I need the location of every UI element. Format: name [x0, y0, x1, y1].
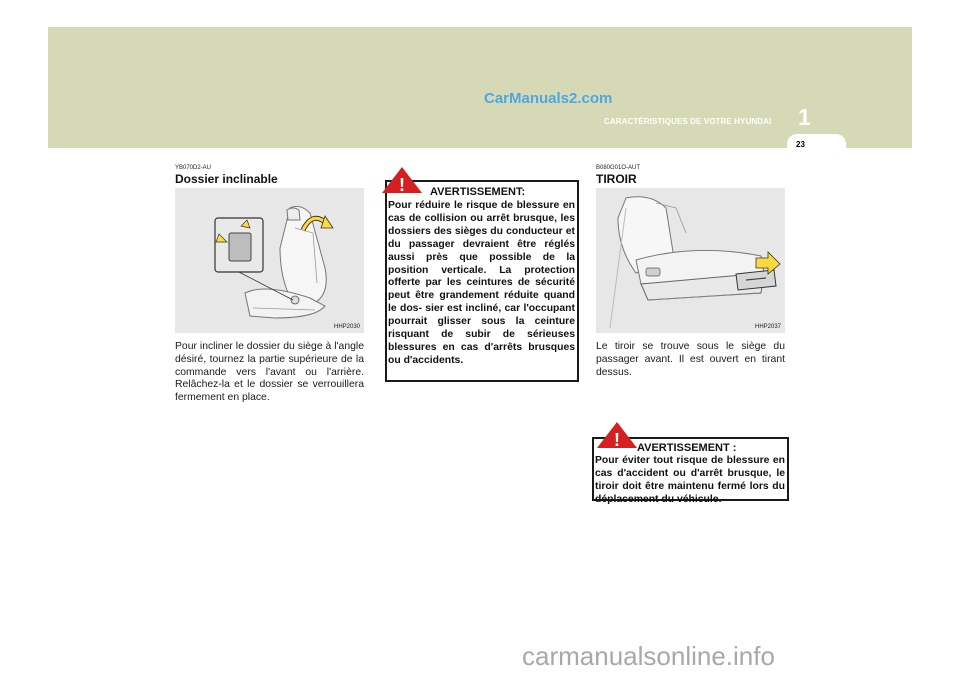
figure-code: HHP2037 [754, 324, 781, 330]
warning-title: AVERTISSEMENT: [430, 186, 526, 198]
warning-text: Pour éviter tout risque de blessure en cas d'accident ou d'arrêt brusque, le tiroir doit être maintenu fermé lors du déplacement du véhicule. [595, 455, 785, 505]
page-number: 23 [796, 140, 805, 149]
chapter-title: CARACTÉRISTIQUES DE VOTRE HYUNDAI [604, 117, 772, 126]
section-code: B080G01O-AUT [596, 165, 641, 171]
drawer-illustration [596, 188, 785, 333]
drawer-body: Le tiroir se trouve sous le siège du passager avant. Il est ouvert en tirant dessus. [596, 341, 785, 378]
site-link[interactable]: CarManuals2.com [484, 90, 613, 107]
section-heading: TIROIR [596, 172, 637, 186]
chapter-number: 1 [798, 104, 811, 130]
footer-watermark[interactable]: carmanualsonline.info [522, 641, 775, 671]
seat-illustration [175, 188, 364, 333]
seatback-figure [175, 188, 364, 333]
svg-text:!: ! [614, 430, 620, 449]
svg-text:!: ! [399, 175, 405, 194]
warning-triangle-icon [596, 421, 638, 449]
section-heading: Dossier inclinable [175, 172, 278, 186]
section-code: YB070D2-AU [175, 165, 212, 171]
seatback-body: Pour incliner le dossier du siège à l'angle désiré, tournez la partie supérieure de la commande vers l'avant ou l'arrière. Relâchez-la et le dossier se verrouillera fermement en place. [175, 341, 364, 404]
warning-title: AVERTISSEMENT : [637, 442, 737, 454]
drawer-figure [596, 188, 785, 333]
warning-text: Pour réduire le risque de blessure en cas de collision ou arrêt brusque, les dossiers des sièges du conducteur et du passager devraient être réglés aussi près que possible de la position verticale. La protection offerte par les ceintures de sécurité peut être grandement réduite quand le dos- sier est incliné, car l'occupant pourrait glisser sous la ceinture risquant de subir de sérieuses blessures en cas d'arrêts brusques ou d'accidents. [388, 200, 575, 366]
warning-triangle-icon [381, 166, 423, 194]
header-band [48, 27, 912, 148]
figure-code: HHP2030 [333, 324, 360, 330]
